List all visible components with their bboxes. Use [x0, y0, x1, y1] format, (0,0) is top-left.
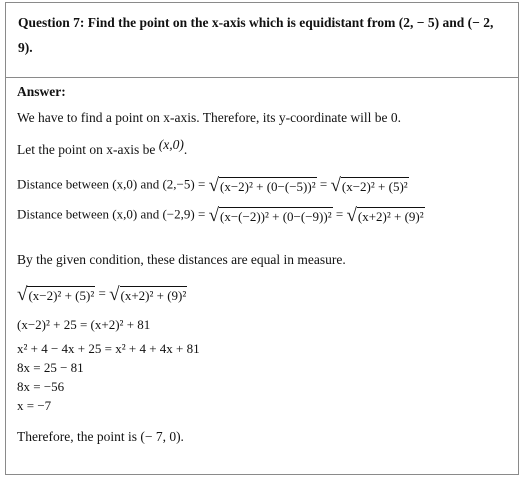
distance1-expr: (x−2)² + (0−(−5))²: [220, 178, 316, 194]
distance2-result: (x+2)² + (9)²: [357, 208, 424, 224]
step-2: x² + 4 − 4x + 25 = x² + 4 + 4x + 81: [17, 341, 200, 356]
distance1-radical: √(x−2)² + (0−(−5))²: [208, 175, 316, 196]
distance1-result: (x−2)² + (5)²: [341, 178, 408, 194]
step-1: (x−2)² + 25 = (x+2)² + 81: [17, 317, 151, 332]
answer-label: Answer:: [17, 84, 66, 99]
distance2-label: Distance between (x,0) and (−2,9): [17, 206, 195, 222]
distance2-result-radical: √(x+2)² + (9)²: [346, 205, 424, 226]
intro-text: We have to find a point on x-axis. Therefore, its y-coordinate will be 0.: [17, 110, 402, 125]
distance1-result-radical: √(x−2)² + (5)²: [330, 175, 408, 196]
step-4: 8x = −56: [17, 379, 65, 394]
let-suffix: .: [183, 142, 188, 157]
solution-card: [5, 2, 519, 475]
eq-left-radical: √(x−2)² + (5)²: [17, 284, 95, 305]
step-3: 8x = 25 − 81: [17, 360, 84, 375]
eq-right-radical: √(x+2)² + (9)²: [109, 284, 187, 305]
distance1-label: Distance between (x,0) and (2,−5): [17, 176, 195, 192]
let-prefix: Let the point on x-axis be: [17, 142, 156, 157]
eq-left: (x−2)² + (5)²: [28, 287, 95, 303]
let-point: (x,0): [158, 137, 184, 152]
let-point-line: [17, 137, 188, 158]
distance2-radical: √(x−(−2))² + (0−(−9))²: [208, 205, 332, 226]
step-5: x = −7: [17, 398, 52, 413]
conclusion-text: Therefore, the point is (− 7, 0).: [17, 429, 184, 444]
question-text: Question 7: Find the point on the x-axis which is equidistant from (2, − 5) and (− 2, 9).: [18, 15, 494, 55]
equation-row: √(x−2)² + (5)² = √(x+2)² + (9)²: [17, 284, 187, 305]
question-section: [6, 3, 518, 78]
distance1-row: Distance between (x,0) and (2,−5) = √(x−2)² + (0−(−5))² = √(x−2)² + (5)²: [17, 175, 408, 196]
eq-right: (x+2)² + (9)²: [120, 287, 187, 303]
distance2-expr: (x−(−2))² + (0−(−9))²: [220, 208, 332, 224]
distance2-row: Distance between (x,0) and (−2,9) = √(x−(−2))² + (0−(−9))² = √(x+2)² + (9)²: [17, 205, 424, 226]
condition-text: By the given condition, these distances are equal in measure.: [17, 252, 346, 267]
